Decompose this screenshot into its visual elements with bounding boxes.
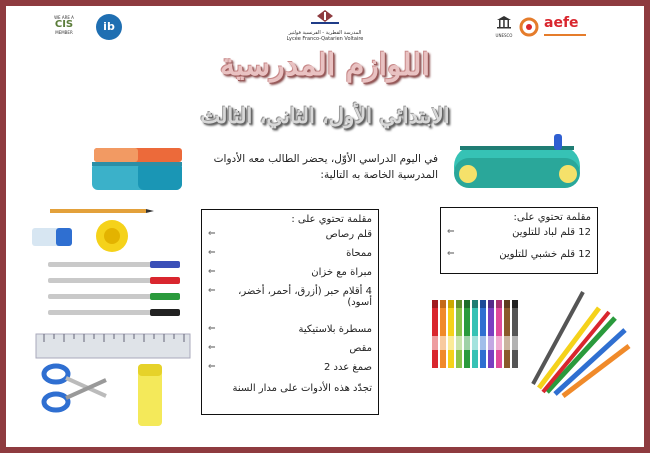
list-item-text: مبراة مع خزان	[311, 267, 372, 278]
scissors-icon	[44, 366, 106, 410]
ruler-icon	[36, 334, 190, 358]
arrow-icon: ⇐	[208, 362, 216, 372]
main-supplies-box	[201, 209, 379, 415]
list-item	[208, 229, 372, 248]
pen-green-icon	[48, 293, 180, 300]
school-logo	[275, 8, 375, 48]
arrow-icon: ⇐	[208, 229, 216, 239]
arrow-icon: ⇐	[208, 324, 216, 334]
intro-text: في اليوم الدراسي الأوّل، يحضر الطالب معه الأدوات المدرسية الخاصة به التالية:	[213, 153, 438, 181]
pen-blue-icon	[48, 261, 180, 268]
cis-mark: CIS	[54, 19, 74, 30]
unesco-logo	[494, 14, 514, 40]
pen-black-icon	[48, 309, 180, 316]
aefe-underline	[544, 34, 586, 36]
list-item-text: 12 قلم لباد للتلوين	[512, 227, 591, 238]
cis-logo	[50, 15, 78, 39]
arrow-icon: ⇐	[208, 286, 216, 296]
supplies-illustration	[30, 200, 200, 435]
pencil-case-right-icon	[450, 128, 585, 193]
pencil-icon	[50, 209, 154, 213]
main-supplies-list	[208, 229, 372, 381]
aefe-swirl-icon	[518, 16, 540, 38]
ib-logo: ib	[96, 14, 122, 40]
list-item-text: ممحاة	[346, 248, 372, 259]
pencil-case-left-icon	[90, 144, 185, 194]
coloring-supplies-box	[440, 207, 598, 274]
side-box-heading: مقلمة تحتوي على:	[513, 212, 591, 223]
list-item	[447, 227, 591, 249]
list-item-text: 4 أقلام حبر (أزرق، أحمر، أخضر، أسود)	[238, 286, 372, 308]
list-item	[208, 362, 372, 381]
aefe-mark: aefe	[544, 15, 579, 31]
list-item	[208, 267, 372, 286]
eraser-icon	[32, 228, 72, 246]
unesco-temple-icon	[496, 15, 512, 29]
main-box-footer: تجدّد هذه الأدوات على مدار السنة	[232, 383, 372, 394]
list-item-text: 12 قلم خشبي للتلوين	[499, 249, 591, 260]
list-item-text: صمغ عدد 2	[324, 362, 372, 373]
pen-red-icon	[48, 277, 180, 284]
unesco-caption: UNESCO	[495, 33, 513, 38]
page-subtitle: الابتدائي الأول، الثاني، الثالث	[200, 103, 450, 128]
felt-markers-icon	[428, 296, 528, 376]
list-item	[208, 343, 372, 362]
colored-pencils-icon	[525, 288, 635, 398]
school-name-ar: المدرسة القطرية - الفرنسية فولتير	[288, 30, 362, 36]
school-name-fr: Lycée Franco-Qatarien Voltaire	[286, 36, 364, 42]
list-item-text: مسطرة بلاستيكية	[298, 324, 372, 335]
list-item	[208, 248, 372, 267]
list-item	[447, 249, 591, 271]
list-item-text: قلم رصاص	[325, 229, 372, 240]
coloring-supplies-list	[447, 227, 591, 271]
arrow-icon: ⇐	[208, 267, 216, 277]
arrow-icon: ⇐	[208, 343, 216, 353]
page-title: اللوازم المدرسية	[219, 48, 431, 83]
sharpener-icon	[96, 220, 128, 252]
arrow-icon: ⇐	[447, 227, 455, 237]
arrow-icon: ⇐	[208, 248, 216, 258]
list-item	[208, 324, 372, 343]
cis-caption: MEMBER	[55, 30, 73, 35]
arrow-icon: ⇐	[447, 249, 455, 259]
list-item-text: مقص	[349, 343, 372, 354]
list-item	[208, 286, 372, 324]
aefe-logo	[518, 14, 593, 40]
school-emblem-icon	[305, 8, 345, 26]
cis-small-text: WE ARE A	[54, 15, 74, 20]
main-box-heading: مقلمة تحتوي على :	[291, 214, 372, 225]
glue-stick-icon	[138, 364, 162, 426]
